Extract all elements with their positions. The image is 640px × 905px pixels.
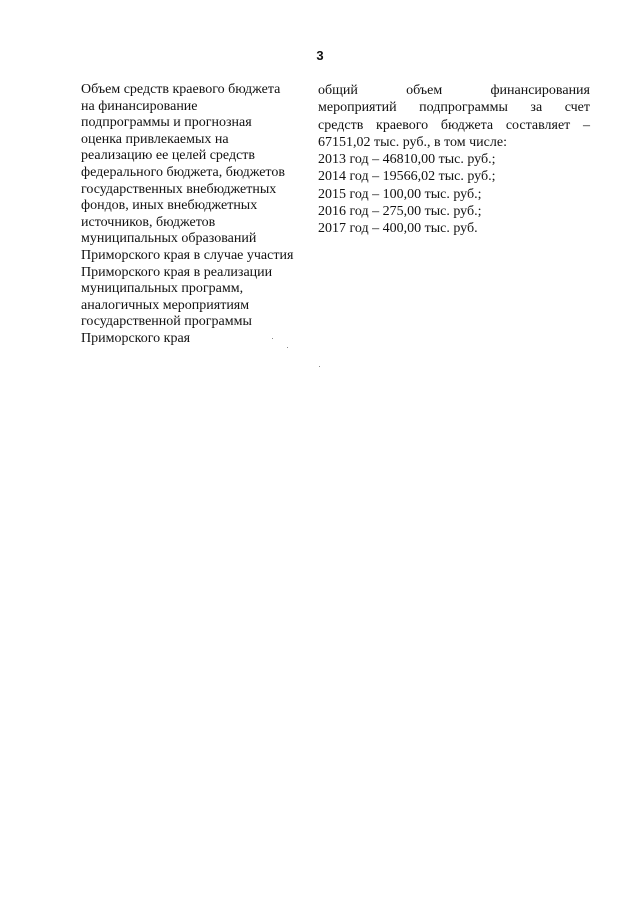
label-line: Приморского края в случае участия <box>81 247 294 263</box>
label-line: на финансирование <box>81 98 198 114</box>
scan-speck <box>287 347 288 348</box>
scan-speck <box>272 338 273 339</box>
funding-year-line: 2016 год – 275,00 тыс. руб.; <box>318 204 482 220</box>
funding-intro-line: средств краевого бюджета составляет – <box>318 117 590 133</box>
label-line: Приморского края в реализации <box>81 264 273 280</box>
funding-total-line: 67151,02 тыс. руб., в том числе: <box>318 134 507 150</box>
label-line: фондов, иных внебюджетных <box>81 198 258 214</box>
label-line: государственных внебюджетных <box>81 181 277 197</box>
label-line: Приморского края <box>81 330 191 346</box>
label-line: подпрограммы и прогнозная <box>81 115 252 131</box>
label-line: государственной программы <box>81 314 252 330</box>
funding-year-line: 2013 год – 46810,00 тыс. руб.; <box>318 152 496 168</box>
funding-intro-line: общий объем финансирования <box>318 83 590 98</box>
funding-value-column <box>318 82 590 238</box>
parameter-label-column <box>81 82 311 348</box>
funding-year-line: 2014 год – 19566,02 тыс. руб.; <box>318 169 496 185</box>
label-line: муниципальных программ, <box>81 281 244 297</box>
label-line: федерального бюджета, бюджетов <box>81 164 285 180</box>
label-line: Объем средств краевого бюджета <box>81 82 281 97</box>
funding-intro-line: мероприятий подпрограммы за счет <box>318 100 590 116</box>
scan-speck <box>319 366 320 367</box>
funding-year-line: 2015 год – 100,00 тыс. руб.; <box>318 186 482 202</box>
label-line: аналогичных мероприятиям <box>81 297 250 313</box>
label-line: источников, бюджетов <box>81 214 216 230</box>
label-line: оценка привлекаемых на <box>81 131 229 147</box>
label-line: реализацию ее целей средств <box>81 148 256 164</box>
funding-year-line: 2017 год – 400,00 тыс. руб. <box>318 221 478 237</box>
page-number: 3 <box>316 48 324 63</box>
label-line: муниципальных образований <box>81 231 257 247</box>
